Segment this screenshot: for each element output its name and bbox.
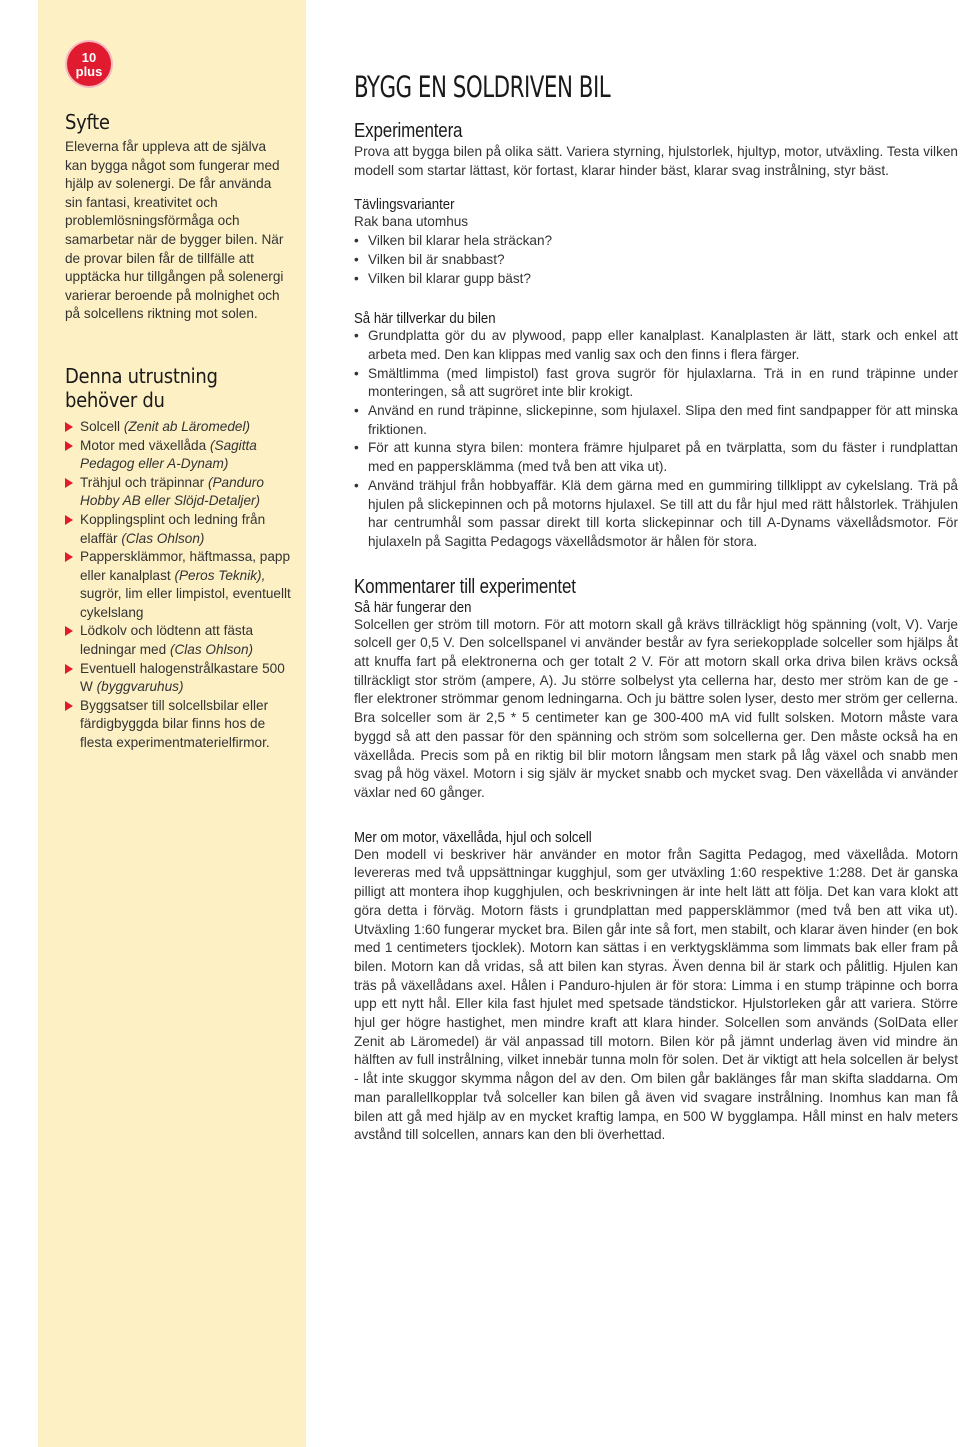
comments-text: Solcellen ger ström till motorn. För att motorn skall gå krävs tillräckligt hög spänning (volt, V). Varje solcell ger 0,5 V. Den solcellspanel vi använder består av fyra seriekopplade solceller som hjälps åt att knuffa fart på elektronerna och ger totalt 2 V. För att motorn skall orka driva bilen krävs också tillräckligt stor ström (ampere, A). Ju större solbelyst yta cellerna har, desto mer ström kan de ge - fler elektroner strömmar genom ledningarna. Och ju bättre solen lyser, desto mer ström ger cellerna. Bra solceller som är 2,5 * 5 centimeter kan ge 300-400 mA vid fullt solsken. Motorn måste vara byggd så att den passar för den spänning och ström som solcellerna ger. Den måste också ha en växellåda. Precis som på en riktig bil blir motorn långsam men stark på låg växel och snabb men svag på hög växel. Motorn i sig själv är mycket snabb och mycket svag. Den växellåda vi använder växlar ned 60 gånger. <box>354 616 958 800</box>
equipment-list <box>65 418 291 753</box>
equipment-item <box>65 474 291 511</box>
equipment-item-note: (Clas Ohlson) <box>169 642 254 658</box>
equipment-item-note: (Sagitta Pedagog eller A-Dynam) <box>80 437 257 472</box>
howto-list <box>354 327 958 551</box>
badge-word: plus <box>75 63 103 79</box>
page-title: BYGG EN SOLDRIVEN BIL <box>354 70 611 104</box>
list-item: • Grundplatta gör du av plywood, papp eller kanalplast. Kanalplasten är lätt, stark och enkel att arbeta med. Den kan klippas med vanlig sax och den finns i flera färger. <box>354 327 958 364</box>
triangle-bullet-icon <box>65 515 73 525</box>
equipment-item <box>65 622 291 659</box>
triangle-bullet-icon <box>65 664 73 674</box>
triangle-bullet-icon <box>65 626 73 636</box>
triangle-bullet-icon <box>65 441 73 451</box>
equipment-item <box>65 418 291 437</box>
competition-heading: Tävlingsvarianter <box>354 196 455 214</box>
equipment-item <box>65 697 291 753</box>
triangle-bullet-icon <box>65 422 73 432</box>
equipment-item-text: Byggsatser till solcellsbilar eller färdigbyggda bilar finns hos de flesta experimentmaterielfirmor. <box>80 697 270 751</box>
sidebar-content <box>65 110 291 753</box>
list-item: • Smältlimma (med limpistol) fast grova sugrör för hjulaxlarna. Trä in en rund träpinne under monteringen, så att sugröret inte blir krokigt. <box>354 365 958 402</box>
equipment-item-text: Trähjul och träpinnar <box>80 474 208 490</box>
equipment-item-text: Pappersklämmor, häftmassa, papp eller kanalplast <box>80 549 291 583</box>
experiment-heading: Experimentera <box>354 120 463 142</box>
equipment-item <box>65 548 291 622</box>
equipment-item <box>65 437 291 474</box>
more-heading: Mer om motor, växellåda, hjul och solcell <box>354 828 592 846</box>
equipment-item-text: Kopplingsplint och ledning från elaffär <box>80 511 266 546</box>
equipment-item-note: (Zenit ab Läromedel) <box>123 418 251 434</box>
ten-plus-badge <box>67 42 111 86</box>
list-item: • Använd trähjul från hobbyaffär. Klä dem gärna med en gummiring tillklippt av cykelslang. Trä på hjulen på slickepinnen och på motorns hjulaxel. Se till att du får hjul med rätt hålstorlek. Trähjulen har centrumhål som passar direkt till korta slickepinnar och till A-Dynams växellådsmotor. För hjulaxeln på Sagitta Pedagogs växellådsmotor är hålen för stora. <box>354 477 958 552</box>
equipment-item-text: Eventuell halogenstrålkastare 500 W <box>80 660 285 695</box>
equipment-item-text: Motor med växellåda <box>80 437 210 453</box>
triangle-bullet-icon <box>65 552 73 562</box>
equipment-item-after: sugrör, lim eller limpistol, eventuellt cykelslang <box>80 586 291 620</box>
list-item: • Vilken bil klarar hela sträckan? <box>354 232 958 251</box>
equipment-item-note: (Panduro Hobby AB eller Slöjd-Detaljer) <box>80 474 264 509</box>
equipment-item <box>65 511 291 548</box>
comments-heading: Kommentarer till experimentet <box>354 575 576 598</box>
triangle-bullet-icon <box>65 478 73 488</box>
equipment-item-note: (Peros Teknik), <box>174 567 266 583</box>
equipment-item-note: (Clas Ohlson) <box>121 530 205 546</box>
more-text: Den modell vi beskriver här använder en motor från Sagitta Pedagog, med växellåda. Motorn levereras med två uppsättningar kugghjul, som ger utväxling 1:60 respektive 1:288. Det är ganska pilligt att montera ihop kugghjulen, och beskrivningen är inte helt lätt att följa. Det kan vara klokt att göra detta i förväg. Motorn fästs i grundplattan med pappersklämmor (med två ben att vika ut). Utväxling 1:60 fungerar mycket bra. Bilen går inte så fort, men stabilt, och klarar även hinder (en bok med 1 centimeters tjocklek). Motorn kan sättas i en verktygsklämma som limmats bak eller fram på bilen. Motorn kan då vridas, så att bilen kan styras. Även denna bil är stark och pålitlig. Hjulen kan träs på växellådans axel. Hålen i Panduro-hjulen är för stora: Limma i en stump träpinne och borra upp ett nytt hål. Eller kila fast hjulet med spetsade tändstickor. Hjulstorleken går att variera. Större hjul ger högre hastighet, men mindre kraft att klara hinder. Solcellen som används (SolData eller Zenit ab Läromedel) är väl anpassad till motorn. Bilen kör på jämnt underlag även vid mindre än hälften av full instrålning, vilket innebär tunna moln för solen. Det är viktigt att hela solcellen är belyst - låt inte skuggor skymma någon del av den. Om bilen går baklänges får man skifta sladdarna. Om man parallellkopplar två solceller kan bilen gå även vid svagare instrålning. Inomhus kan man få bilen att gå med hjälp av en mycket kraftig lampa, en 500 W bygglampa. Håll minst en halv meters avstånd till solcellen, annars kan den bli överhettad. <box>354 846 958 1143</box>
triangle-bullet-icon <box>65 701 73 711</box>
experiment-text: Prova att bygga bilen på olika sätt. Variera styrning, hjulstorlek, hjultyp, motor, utväxling. Testa vilken modell som startar lättast, kör fortast, klarar hinder bäst, klarar svag instrålning, styr bäst. <box>354 144 958 178</box>
main-content <box>354 70 958 1145</box>
list-item: • För att kunna styra bilen: montera främre hjulparet på en tvärplatta, som du fäster i rundplattan med en pappersklämma (med två ben att vika ut). <box>354 439 958 476</box>
equipment-item-note: (byggvaruhus) <box>96 679 184 695</box>
equipment-item <box>65 660 291 697</box>
equipment-heading: Denna utrustning behöver du <box>65 363 218 412</box>
list-item: • Vilken bil är snabbast? <box>354 251 958 270</box>
equipment-item-text: Lödkolv och lödtenn att fästa ledningar med <box>80 623 254 658</box>
competition-intro: Rak bana utomhus <box>354 214 469 230</box>
howto-heading: Så här tillverkar du bilen <box>354 310 496 328</box>
badge-number: 10 <box>81 49 97 65</box>
list-item: • Använd en rund träpinne, slickepinne, som hjulaxel. Slipa den med fint sandpapper för att minska friktionen. <box>354 402 958 439</box>
comments-subheading: Så här fungerar den <box>354 598 472 616</box>
purpose-heading: Syfte <box>65 110 110 134</box>
equipment-item-text: Solcell <box>80 418 124 434</box>
purpose-text: Eleverna får uppleva att de själva kan bygga något som fungerar med hjälp av solenergi. De får använda sin fantasi, kreativitet och problemlösningsförmåga och samarbetar när de bygger bilen. När de provar bilen får de tillfälle att upptäcka hur tillgången på solenergi varierar beroende på molnighet och på solcellens riktning mot solen. <box>65 139 284 322</box>
competition-list <box>354 232 958 288</box>
list-item: • Vilken bil klarar gupp bäst? <box>354 270 958 289</box>
